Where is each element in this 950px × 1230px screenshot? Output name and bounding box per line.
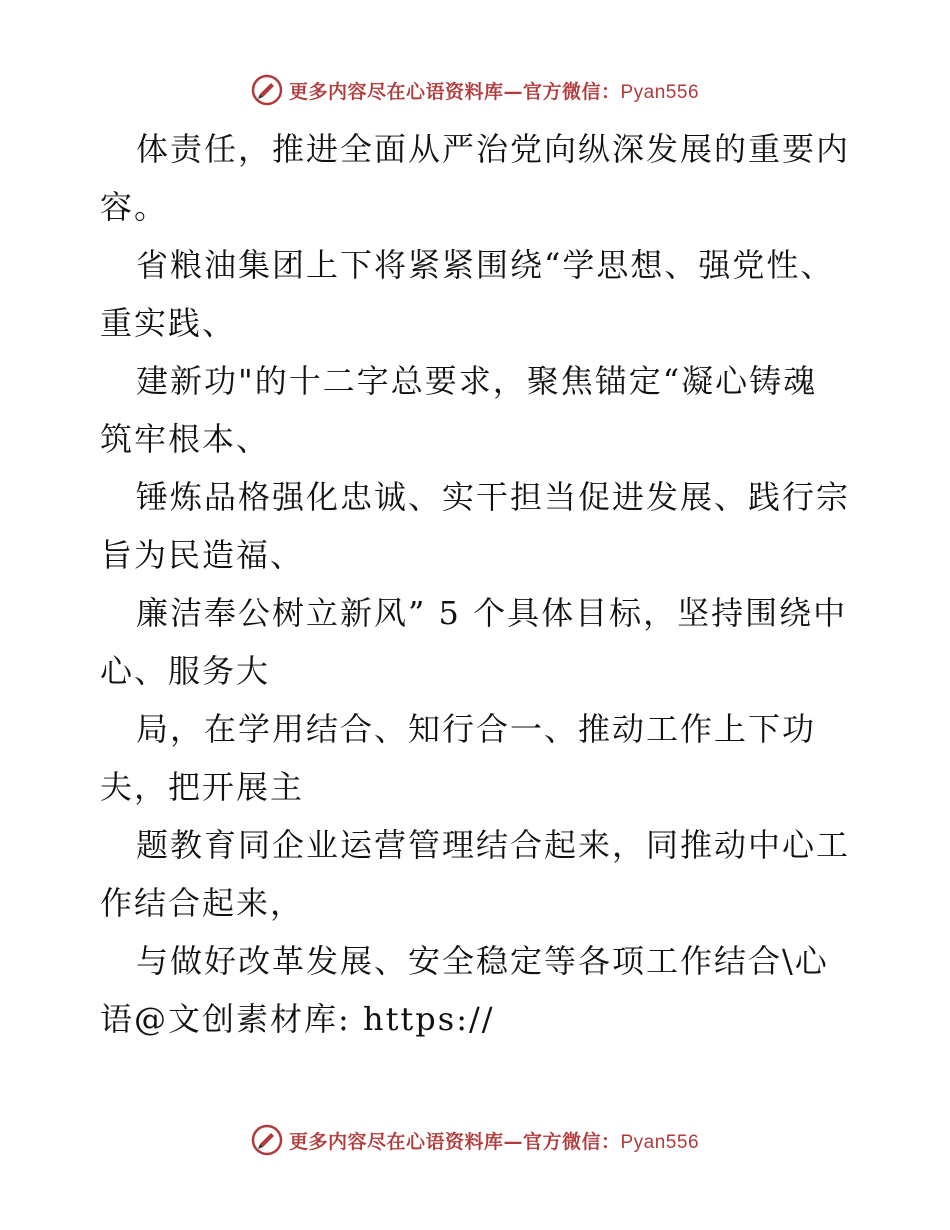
text-line: 容。 (100, 188, 169, 226)
text-line: 心、服务大 (100, 652, 271, 690)
text-line: 题教育同企业运营管理结合起来，同推动中心工 (136, 826, 851, 864)
footer-watermark (0, 1120, 950, 1160)
brand-logo-icon (251, 1124, 283, 1156)
text-line: 廉洁奉公树立新风” 5 个具体目标，坚持围绕中 (136, 594, 848, 632)
text-line: 锤炼品格强化忠诚、实干担当促进发展、践行宗 (136, 478, 851, 516)
brand-logo-icon (251, 74, 283, 106)
text-line: 重实践、 (100, 304, 237, 342)
watermark-text: 更多内容尽在心语资料库—官方微信：Pyan556 (288, 80, 700, 103)
text-line: 局，在学用结合、知行合一、推动工作上下功 (136, 710, 817, 748)
text-line: 建新功"的十二字总要求，聚焦锚定“凝心铸魂 (136, 362, 818, 400)
document-body (100, 120, 860, 1048)
text-line: 旨为民造福、 (100, 536, 305, 574)
text-line: 与做好改革发展、安全稳定等各项工作结合\心 (136, 942, 829, 980)
text-line: 夫，把开展主 (100, 768, 305, 806)
text-line: 筑牢根本、 (100, 420, 271, 458)
text-line: 省粮油集团上下将紧紧围绕“学思想、强党性、 (136, 246, 835, 284)
watermark-text: 更多内容尽在心语资料库—官方微信：Pyan556 (288, 1130, 700, 1153)
text-line: 体责任，推进全面从严治党向纵深发展的重要内 (136, 130, 851, 168)
text-line: 语@文创素材库: https:// (100, 1000, 495, 1038)
header-watermark (0, 70, 950, 110)
text-line: 作结合起来， (100, 884, 305, 922)
